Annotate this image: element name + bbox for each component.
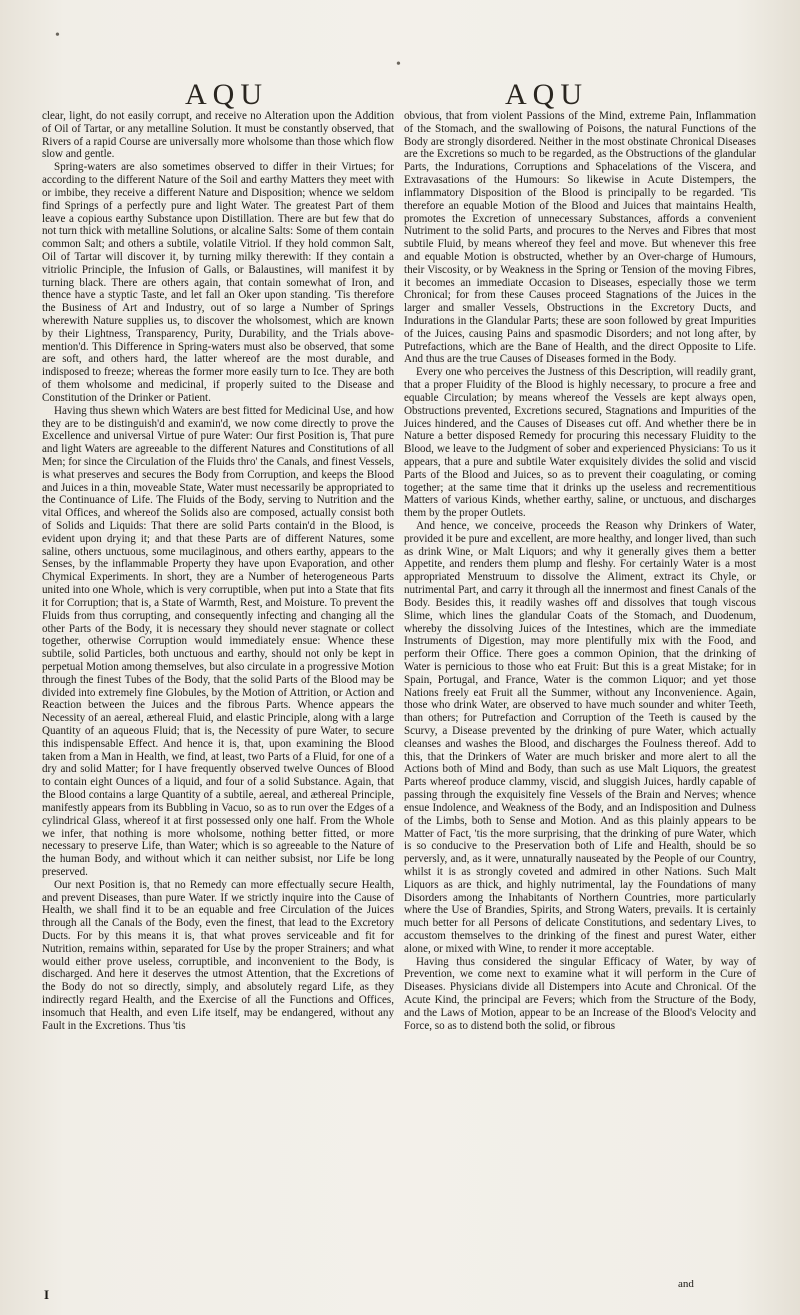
running-head-left: AQU bbox=[185, 78, 268, 111]
paragraph: obvious, that from violent Passions of the Mind, extreme Pain, Inflammation of the Stomach, and the swallowing of Poisons, the natural Functions of the Body are strongly disordered. Neither in the most obstinate Chronical Diseases are the Excretions so much to be regarded, as the Obstructions of the glandular Parts, the Indurations, Corruptions and Sphacelations of the Viscera, and Extravasations of the Humours: So likewise in Acute Distempers, the inflammatory Disposition of the Blood is principally to be regarded. 'Tis therefore an equable Motion of the Blood and Juices that maintains Health, promotes the Excretion of unnecessary Substances, affords a convenient Nutriment to the solid Parts, and procures to the Nerves and Fibres that most subtile Fluid, by means whereof they feel and move. But whenever this free and equable Motion is obstructed, whether by an Over-charge of Humours, their Viscosity, or by Weakness in the Spring or Tension of the moving Fibres, it becomes an immediate Occasion to Diseases, especially those we term Chronical; for from these Causes proceed Stagnations of the Juices in the larger and smaller Vessels, Obstructions in the Excretory Ducts, and Indurations in the Glandular Parts; these are soon followed by great Impurities of the Juices, causing Pains and spasmodic Disorders; and not long after, by Putrefactions, which are the Bane of Health, and the direct Opposite to Life. And thus are the true Causes of Diseases formed in the Body. bbox=[404, 110, 756, 366]
corner-marks: • bbox=[55, 28, 60, 43]
paragraph: Spring-waters are also sometimes observed to differ in their Virtues; for according to the different Nature of the Soil and earthy Matters they meet with or imbibe, they receive a different Nature and Disposition; whence we seldom find Springs of a perfectly pure and light Water. The greatest Part of them leave a copious earthy Substance upon Distillation. There are but few that do not turn thick with metalline Solutions, or alcaline Salts: Some of them contain common Salt; and others a subtile, volatile Vitriol. If they hold common Salt, Oil of Tartar will discover it, by turning milky therewith: If they contain a vitriolic Principle, the Infusion of Galls, or Balaustines, will manifest it by turning black. There are others again, that contain somewhat of Iron, and thence have a styptic Taste, and let fall an Oker upon standing. 'Tis therefore the Business of Art and Industry, out of so large a Number of Springs wherewith Nature supplies us, to discover the wholsomest, which are known by their Lightness, Transparency, Purity, Durability, and the Trials above-mention'd. This Difference in Spring-waters must also be observed, that some are soft, and others hard, the latter whereof are the most durable, and indisposed to freeze; whereas the former more easily turn to Ice. They are both of them wholsome and medicinal, if properly suited to the Disease and Constitution of the Drinker or Patient. bbox=[42, 161, 394, 404]
paragraph: clear, light, do not easily corrupt, and receive no Alteration upon the Addition of Oil of Tartar, or any metalline Solution. It must be constantly observed, that Rivers of a rapid Course are universally more wholsome than those which flow slow and gentle. bbox=[42, 110, 394, 161]
paragraph: Having thus shewn which Waters are best fitted for Medicinal Use, and how they are to be distinguish'd and examin'd, we now come directly to prove the Excellence and universal Virtue of pure Water: Our first Position is, That pure and light Waters are agreeable to the different Natures and Constitutions of all Men; for since the Circulation of the Fluids thro' the Canals, and finest Vessels, is what preserves and secures the Body from Corruption, and keeps the Blood and Juices in a thin, moveable State, Water must necessarily be appropriated to the Continuance of Life. The Fluids of the Body, serving to Nutrition and the vital Offices, and whereof the Solids also are composed, actually consist both of Solids and Liquids: That there are solid Parts contain'd in the Blood, is evident upon drying it; and that these Parts are of different Natures, some saline, others unctuous, some mucilaginous, and others earthy, appears to the Senses, by the inflammable Property they have upon Evaporation, and other Chymical Experiments. In short, they are a Number of heterogeneous Parts united into one Whole, which is very corruptible, when put into a State that fits it for Corruption; that is, a State of Warmth, Rest, and Moisture. To prevent the Fluids from thus corrupting, and consequently infecting and changing all the other Parts of the Body, it is necessary they should never stagnate or collect together, otherwise Corruption would immediately ensue: Whence these subtile, solid Particles, both unctuous and earthy, should not only be kept in perpetual Motion among themselves, but also circulate in a progressive Motion through the finest Tubes of the Body, that the solid Parts of the Blood may be divided into extremely fine Globules, by the Motion of Attrition, or Action and Reaction between the Juices and the fibrous Parts. Whence appears the Necessity of an aereal, æthereal Fluid, and elastic Principle, along with a large Quantity of an aqueous Fluid; that is, the Necessity of pure Water, to secure this indispensable Effect. And hence it is, that, upon examining the Blood taken from a Man in Health, we find, at least, two Parts of a Fluid, for one of a dry and solid Matter; for I have frequently observed twelve Ounces of Blood to contain eight Ounces of a liquid, and four of a solid Substance. Again, that the Blood contains a large Quantity of a subtile, aereal, and æthereal Principle, manifestly appears from its Bubbling in Vacuo, so as to run over the Edges of a cylindrical Glass, whereof it at first possessed only one half. From the Whole we infer, that nothing is more wholsome, nothing better fitted, or more necessary to preserve Life, than Water; which is so agreeable to the Nature of the human Body, and without which it can neither subsist, nor Life be long preserved. bbox=[42, 404, 394, 878]
left-column bbox=[42, 110, 394, 1033]
right-column bbox=[404, 110, 756, 1033]
paragraph: Every one who perceives the Justness of this Description, will readily grant, that a proper Fluidity of the Blood is highly necessary, to procure a free and equable Circulation; by means whereof the Vessels are kept always open, Obstructions prevented, Excretions secured, Stagnations and Impurities of the Juices hindered, and the Causes of Diseases cut off. And whether there be in Nature a better disposed Remedy for procuring this necessary Fluidity to the Blood, we leave to the Judgment of sober and experienced Physicians: To us it appears, that a pure and subtile Water exquisitely divides the solid and viscid Parts of the Blood and Juices, so as to prevent their coagulating, or coming together; at the same time that it drinks up the useless and recrementitious Matters of various Kinds, whether earthy, saline, or unctuous, and discharges them by the proper Outlets. bbox=[404, 366, 756, 520]
catchword: and bbox=[678, 1278, 694, 1290]
center-mark: • bbox=[396, 57, 401, 72]
signature-mark: I bbox=[44, 1287, 50, 1302]
paragraph: And hence, we conceive, proceeds the Reason why Drinkers of Water, provided it be pure and excellent, are more healthy, and longer lived, than such as drink Wine, or Malt Liquors; and why it generally gives them a better Appetite, and renders them plump and fleshy. For certainly Water is a most appropriated Menstruum to dissolve the Aliment, extract its Chyle, or nutrimental Part, and carry it through all the innermost and finest Canals of the Body. Besides this, it readily washes off and dissolves that tough viscous Slime, which lines the glandular Coats of the Stomach, and Duodenum, whereby the dissolving Juices of the Intestines, which are the immediate Instruments of Digestion, may more plentifully mix with the Food, and perform their Office. There goes a common Opinion, that the drinking of Water is pernicious to those who eat Fruit: But this is a great Mistake; for in Spain, Portugal, and France, Water is the common Liquor; and yet those Nations freely eat Fruit all the Summer, without any Inconvenience. Again, those who drink Water, are observed to have much sounder and whiter Teeth, than others; for Putrefaction and Corruption of the Teeth is caused by the Scurvy, a Disease prevented by the drinking of pure Water, which actually cleanses and washes the Blood, and discharges the Foulness thereof. Add to this, that the Drinkers of Water are much brisker and more alert to all the Actions both of Mind and Body, than such as use Malt Liquors, the greatest Parts whereof produce clammy, viscid, and sluggish Juices, hardly capable of passing through the exquisitely fine Vessels of the Brain and Nerves; whence ensue Indolence, and Weakness of the Body, and an Indisposition and Dulness of the Limbs, both to Sense and Motion. And as this plainly appears to be Matter of Fact, 'tis the more surprising, that the drinking of pure Water, which is so conducive to the Preservation both of Life and Health, should be so perversly, and, as it were, unnaturally nauseated by the People of our Country, whilst it is as strongly coveted and admired in other Nations. Such Malt Liquors as are thick, and highly nutrimental, lay the Foundations of many Disorders among the Inhabitants of Northern Countries, more particularly where the Use of Brandies, Spirits, and Strong Waters, prevails. It is certainly much better for all Persons of delicate Constitutions, and sedentary Lives, to accustom themselves to the drinking of the finest and purest Water, either alone, or mixed with Wine, to render it more acceptable. bbox=[404, 520, 756, 955]
paragraph: Having thus considered the singular Efficacy of Water, by way of Prevention, we come next to examine what it will perform in the Cure of Diseases. Physicians divide all Distempers into Acute and Chronical. Of the Acute Kind, the principal are Fevers; which from the Structure of the Body, and the Laws of Motion, appear to be an Increase of the Blood's Velocity and Force, so as to distend both the solid, or fibrous bbox=[404, 955, 756, 1032]
running-head-right: AQU bbox=[505, 78, 588, 111]
paragraph: Our next Position is, that no Remedy can more effectually secure Health, and prevent Diseases, than pure Water. If we strictly inquire into the Cause of Health, we shall find it to be an equable and free Circulation of the Juices through all the Canals of the Body, even the finest, that lead to the Excretory Ducts. For by this means it is, that what proves serviceable and fit for Nutrition, remains within, separated for Use by the proper Strainers; and what would either prove useless, corruptible, and inconvenient to the Body, is discharged. And here it deserves the utmost Attention, that the Excretions of the Body do not so directly, simply, and absolutely regard Life, as they indirectly regard Health, and the Exercise of all the Functions and Offices, insomuch that Health, and even Life itself, may be endangered, without any Fault in the Excretions. Thus 'tis bbox=[42, 878, 394, 1032]
